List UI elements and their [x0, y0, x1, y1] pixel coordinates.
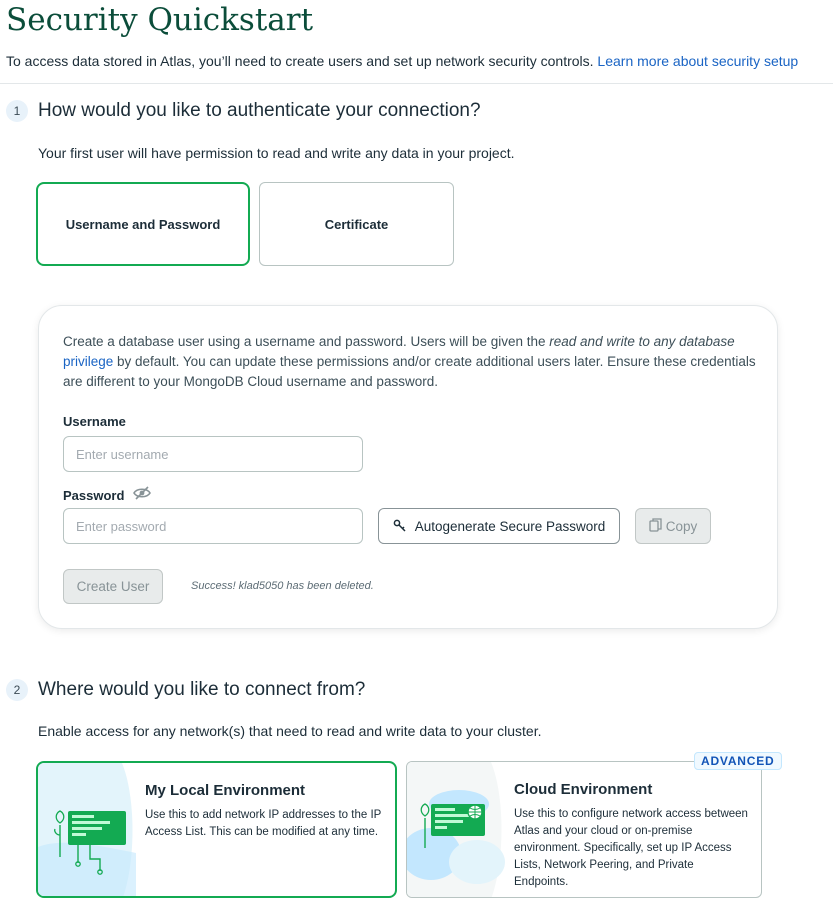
- intro-text: [6, 53, 833, 69]
- username-input[interactable]: [63, 436, 363, 472]
- local-environment-card[interactable]: [36, 761, 397, 898]
- copy-icon: [649, 518, 662, 535]
- username-label: Username: [63, 414, 126, 429]
- cloud-network-illustration-icon: [407, 762, 505, 897]
- auth-option-certificate[interactable]: [259, 182, 454, 266]
- password-label: Password: [63, 488, 125, 503]
- auth-option-label: Certificate: [324, 216, 389, 232]
- create-user-label: Create User: [76, 579, 150, 594]
- autogenerate-label: Autogenerate Secure Password: [414, 518, 606, 534]
- panel-description: Create a database user using a username and password. Users will be given the read and write to any database privilege by default. You can update these permissions and/or create additional users later. Ensure these credentials are different to your MongoDB Cloud username and password.: [63, 334, 756, 389]
- create-user-button[interactable]: [63, 569, 163, 604]
- step-1-description: Your first user will have permission to read and write any data in your project.: [38, 145, 515, 161]
- copy-label: Copy: [665, 518, 698, 534]
- local-environment-description: Use this to add network IP addresses to the IP Access List. This can be modified at any time.: [145, 809, 382, 838]
- step-2-number: 2: [6, 679, 28, 701]
- status-message: Success! klad5050 has been deleted.: [191, 580, 374, 592]
- auth-option-label: Username and Password: [65, 216, 221, 232]
- password-input[interactable]: [63, 508, 363, 544]
- eye-slash-icon[interactable]: [133, 485, 151, 506]
- step-1-title: How would you like to authenticate your connection?: [38, 100, 481, 121]
- create-user-panel: [38, 305, 778, 629]
- autogenerate-password-button[interactable]: [378, 508, 620, 544]
- cloud-environment-description: Use this to configure network access between Atlas and your cloud or on-premise environment. Specifically, set up IP Access Lists, Network Peering, and Private Endpoints.: [514, 808, 748, 888]
- page-title: Security Quickstart: [6, 2, 314, 38]
- intro-description: To access data stored in Atlas, you’ll need to create users and set up network security controls.: [6, 53, 594, 69]
- step-1-number: 1: [6, 100, 28, 122]
- privilege-link[interactable]: privilege: [63, 354, 114, 369]
- key-icon: [393, 518, 407, 535]
- local-network-illustration-icon: [38, 763, 136, 896]
- cloud-environment-title: Cloud Environment: [514, 781, 653, 798]
- step-2-description: Enable access for any network(s) that need to read and write data to your cluster.: [38, 723, 542, 739]
- advanced-badge: ADVANCED: [694, 752, 782, 770]
- cloud-environment-card[interactable]: [406, 761, 762, 898]
- learn-more-link[interactable]: Learn more about security setup: [597, 53, 799, 69]
- copy-button[interactable]: [635, 508, 711, 544]
- step-2-title: Where would you like to connect from?: [38, 679, 366, 700]
- local-environment-title: My Local Environment: [145, 782, 306, 799]
- auth-option-username-password[interactable]: [36, 182, 250, 266]
- header-divider: [0, 83, 833, 84]
